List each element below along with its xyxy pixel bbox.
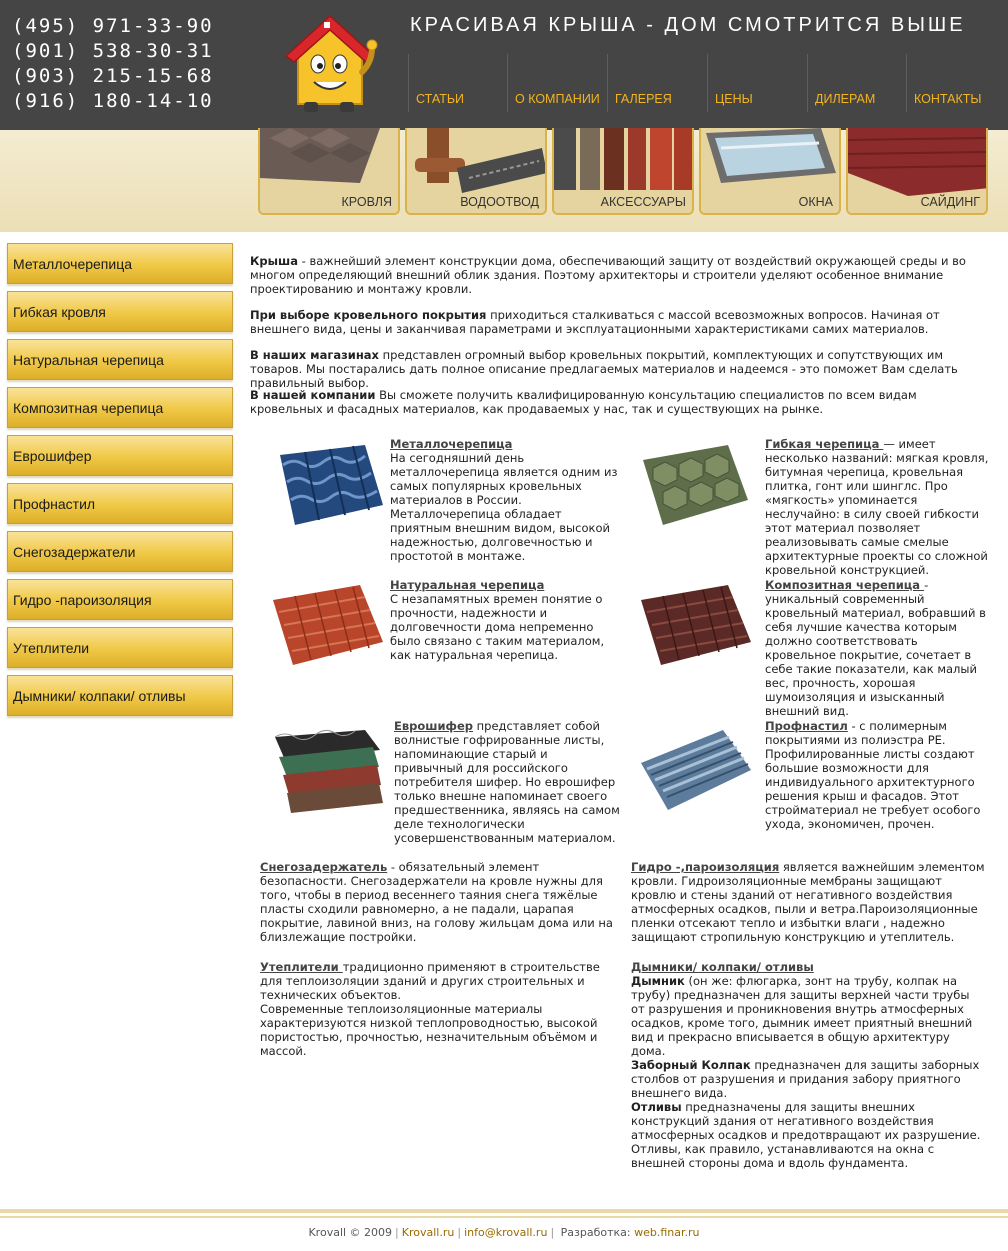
phone-list bbox=[12, 14, 214, 114]
category-label: САЙДИНГ bbox=[920, 195, 980, 209]
product-natural-tile bbox=[390, 578, 620, 662]
developer-label: Разработка: bbox=[560, 1226, 631, 1239]
product-text: На сегодняшний день металлочерепица является одним из самых популярных кровельных материалов в России. Металлочерепица обладает приятным внешним видом, высокой надежностью, долговечностью и простотой в монтаже. bbox=[390, 451, 618, 563]
category-tile-siding[interactable] bbox=[846, 128, 988, 215]
product-insulation bbox=[260, 960, 615, 1058]
product-text: - уникальный современный кровельный материал, вобравший в себя лучшие качества которым должно соответствовать кровельное покрытие, сочетает в себе такие показатели, как малый вес, прочность, хорошая шумоизоляция и изысканный внешний вид. bbox=[765, 578, 986, 718]
nav-item-gallery[interactable] bbox=[607, 54, 707, 112]
sidebar-item-euroslate[interactable] bbox=[7, 435, 233, 476]
product-euroslate bbox=[260, 719, 620, 845]
sidebar-item-label: Натуральная черепица bbox=[13, 352, 164, 368]
nav-label: КОНТАКТЫ bbox=[914, 92, 982, 106]
product-title-link[interactable]: Гибкая черепица bbox=[765, 437, 884, 451]
product-text: является важнейшим элементом кровли. Гидроизоляционные мембраны защищают кровлю и стены зданий от негативного воздействия атмосферных осадков, пыли и ветра.Пароизоляционные пленки отсекают тепло и избытки влаги , надежно защищают стропильную конструкцию и утеплитель. bbox=[631, 860, 985, 944]
sidebar-item-label: Еврошифер bbox=[13, 448, 92, 464]
intro-text: приходиться сталкиваться с массой всевозможных вопросов. Начиная от внешнего вида, цены и заканчивая параметрами и эксплуатационными характеристиками самих материалов. bbox=[250, 308, 940, 336]
product-snow-guard bbox=[260, 860, 615, 944]
category-tile-accessories[interactable] bbox=[552, 128, 694, 215]
product-text: традиционно применяют в строительстве для теплоизоляции зданий и других строительных и технических объектов. bbox=[260, 960, 600, 1002]
nav-label: ГАЛЕРЕЯ bbox=[615, 92, 672, 106]
sidebar-item-natural-tile[interactable] bbox=[7, 339, 233, 380]
product-title-link[interactable]: Еврошифер bbox=[394, 719, 473, 733]
phone-number: (903) 215-15-68 bbox=[12, 65, 214, 87]
sidebar-item-label: Профнастил bbox=[13, 496, 96, 512]
sidebar-item-metal-tile[interactable] bbox=[7, 243, 233, 284]
phone-number: (495) 971-33-90 bbox=[12, 15, 214, 37]
intro-paragraph bbox=[250, 348, 990, 390]
sidebar-item-label: Гибкая кровля bbox=[13, 304, 106, 320]
category-tile-drainage[interactable] bbox=[405, 128, 547, 215]
nav-label: СТАТЬИ bbox=[416, 92, 465, 106]
product-text: — имеет несколько названий: мягкая кровля, битумная черепица, кровельная плитка, гонт или шинглс. Про «мягкость» упоминается неслучайно: в силу своей гибкости этот материал позволяет реализовывать самые смелые архитектурные проекты со сложной кровельной конструкцией. bbox=[765, 437, 989, 577]
category-tile-windows[interactable] bbox=[699, 128, 841, 215]
developer-link[interactable]: web.finar.ru bbox=[634, 1226, 700, 1239]
nav-label: О КОМПАНИИ bbox=[515, 92, 600, 106]
nav-label: ЦЕНЫ bbox=[715, 92, 753, 106]
nav-item-contacts[interactable] bbox=[906, 54, 1006, 112]
product-metal-tile bbox=[260, 437, 620, 563]
profnastil-image bbox=[633, 725, 753, 820]
footer-divider bbox=[0, 1216, 1008, 1218]
footer: Krovall © 2009 | Krovall.ru | info@krovall.ru | Разработка: web.finar.ru bbox=[308, 1226, 700, 1239]
top-nav bbox=[408, 54, 1008, 112]
intro-text: Вы сможете получить квалифицированную консультацию специалистов по всем видам кровельных и фасадных материалов, как продаваемых у нас, так и существующих на рынке. bbox=[250, 388, 917, 416]
product-text: (он же: флюгарка, зонт на трубу, колпак на трубу) предназначен для защиты верхней части трубы от разрушения и проникновения внутрь атмосферных осадков, кроме того, дымник имеет приятный внешний вид и прекрасно вписывается в общую архитектуру дома. bbox=[631, 974, 973, 1058]
footer-divider bbox=[0, 1209, 1008, 1213]
house-mascot-logo[interactable] bbox=[280, 12, 380, 117]
email-link[interactable]: info@krovall.ru bbox=[464, 1226, 548, 1239]
category-label: ВОДООТВОД bbox=[460, 195, 539, 209]
intro-keyword: В нашей компании bbox=[250, 388, 376, 402]
phone-number: (916) 180-14-10 bbox=[12, 90, 214, 112]
category-label: КРОВЛЯ bbox=[341, 195, 392, 209]
sidebar-item-insulation-membrane[interactable] bbox=[7, 579, 233, 620]
product-title-link[interactable]: Профнастил bbox=[765, 719, 848, 733]
product-title-link[interactable]: Металлочерепица bbox=[390, 437, 513, 451]
product-profnastil bbox=[765, 719, 991, 831]
product-description bbox=[260, 451, 620, 563]
category-label: АКСЕССУАРЫ bbox=[600, 195, 686, 209]
intro-keyword: Крыша bbox=[250, 254, 299, 268]
intro-keyword: В наших магазинах bbox=[250, 348, 379, 362]
product-text: предназначены для защиты внешних конструкций здания от негативного воздействия атмосферных осадков и предотвращают их разрушение. Отливы, как правило, устанавливаются на окна с внешней стороны дома и вдоль фундамента. bbox=[631, 1100, 981, 1170]
sidebar-item-thermal-insulation[interactable] bbox=[7, 627, 233, 668]
header bbox=[0, 0, 1008, 130]
site-link[interactable]: Krovall.ru bbox=[401, 1226, 455, 1239]
sidebar-item-flexible-roof[interactable] bbox=[7, 291, 233, 332]
product-text: представляет собой волнистые гофрированные листы, напоминающие старый и привычный для российского потребителя шифер. Но еврошифер только внешне напоминает своего предшественника, являясь на самом деле технологически усовершенствованным материалом. bbox=[394, 719, 620, 845]
intro-paragraph bbox=[250, 254, 990, 296]
intro-paragraph bbox=[250, 388, 990, 416]
nav-item-articles[interactable] bbox=[408, 54, 508, 112]
category-label: ОКНА bbox=[798, 195, 833, 209]
intro-paragraph bbox=[250, 308, 990, 336]
phone-number: (901) 538-30-31 bbox=[12, 40, 214, 62]
nav-label: ДИЛЕРАМ bbox=[815, 92, 876, 106]
product-text: С незапамятных времен понятие о прочности, надежности и долговечности дома непременно было связано с таким материалом, как натуральная черепица. bbox=[390, 592, 605, 662]
copyright: Krovall © 2009 bbox=[308, 1226, 393, 1239]
product-text: предназначен для защиты заборных столбов от разрушения и придания забору приятного внешнего вида. bbox=[631, 1058, 980, 1100]
category-tile-roofing[interactable] bbox=[258, 128, 400, 215]
product-title-link[interactable]: Утеплители bbox=[260, 960, 343, 974]
product-flexible-tile bbox=[631, 437, 991, 577]
product-title-link[interactable]: Гидро -,пароизоляция bbox=[631, 860, 780, 874]
product-composite-tile bbox=[631, 578, 991, 718]
product-text: - с полимерным покрытиями из полиэстра PE. Профилированные листы создают большие возможности для индивидуального архитектурного решения крыш и фасадов. Этот стройматериал не требует особого ухода, экономичен, прочен. bbox=[765, 719, 981, 831]
product-chimney bbox=[631, 960, 986, 1170]
sidebar-item-snow-guards[interactable] bbox=[7, 531, 233, 572]
intro-keyword: При выборе кровельного покрытия bbox=[250, 308, 487, 322]
product-title-link[interactable]: Композитная черепица bbox=[765, 578, 925, 592]
natural-tile-image bbox=[265, 580, 385, 675]
nav-item-prices[interactable] bbox=[707, 54, 807, 112]
sidebar-item-label: Композитная черепица bbox=[13, 400, 164, 416]
intro-text: представлен огромный выбор кровельных покрытий, комплектующих и сопутствующих им товаров. Мы постарались дать полное описание предлагаемых материалов и надеемся - это поможет Вам сделать правильный выбор. bbox=[250, 348, 958, 390]
sidebar-item-label: Гидро -пароизоляция bbox=[13, 592, 152, 608]
product-subtitle: Отливы bbox=[631, 1100, 682, 1114]
site-slogan: КРАСИВАЯ КРЫША - ДОМ СМОТРИТСЯ ВЫШЕ bbox=[410, 14, 966, 36]
sidebar-item-chimney-caps[interactable] bbox=[7, 675, 233, 716]
product-title-link[interactable]: Натуральная черепица bbox=[390, 578, 545, 592]
product-text: - обязательный элемент безопасности. Снегозадержатели на кровле нужны для того, чтобы в период весеннего таяния снега тяжёлые пласты сходили равномерно, а не падали, царапая покрытие, лавиной вниз, на голову жильцам дома или на близлежащие постройки. bbox=[260, 860, 613, 944]
nav-item-dealers[interactable] bbox=[807, 54, 907, 112]
sidebar-item-label: Дымники/ колпаки/ отливы bbox=[13, 688, 186, 704]
sidebar-item-label: Металлочерепица bbox=[13, 256, 133, 272]
sidebar-item-label: Утеплители bbox=[13, 640, 90, 656]
sidebar-menu bbox=[7, 243, 233, 723]
product-subtitle: Дымник bbox=[631, 974, 685, 988]
sidebar-item-profnastil[interactable] bbox=[7, 483, 233, 524]
product-hydro-barrier bbox=[631, 860, 986, 944]
sidebar-item-label: Снегозадержатели bbox=[13, 544, 136, 560]
product-text: Современные теплоизоляционные материалы характеризуются низкой теплопроводностью, высокой пористостью, прочностью, незначительным объёмом и массой. bbox=[260, 1002, 598, 1058]
product-subtitle: Заборный Колпак bbox=[631, 1058, 751, 1072]
sidebar-item-composite-tile[interactable] bbox=[7, 387, 233, 428]
product-title-link[interactable]: Снегозадержатель bbox=[260, 860, 388, 874]
nav-item-about[interactable] bbox=[507, 54, 607, 112]
product-title-link[interactable]: Дымники/ колпаки/ отливы bbox=[631, 960, 814, 974]
intro-text: - важнейший элемент конструкции дома, обеспечивающий защиту от воздействий окружающей среды и во многом определяющий внешний облик здания. Поэтому архитекторы и строители уделяют особенное внимание проектированию и монтажу кровли. bbox=[250, 254, 966, 296]
